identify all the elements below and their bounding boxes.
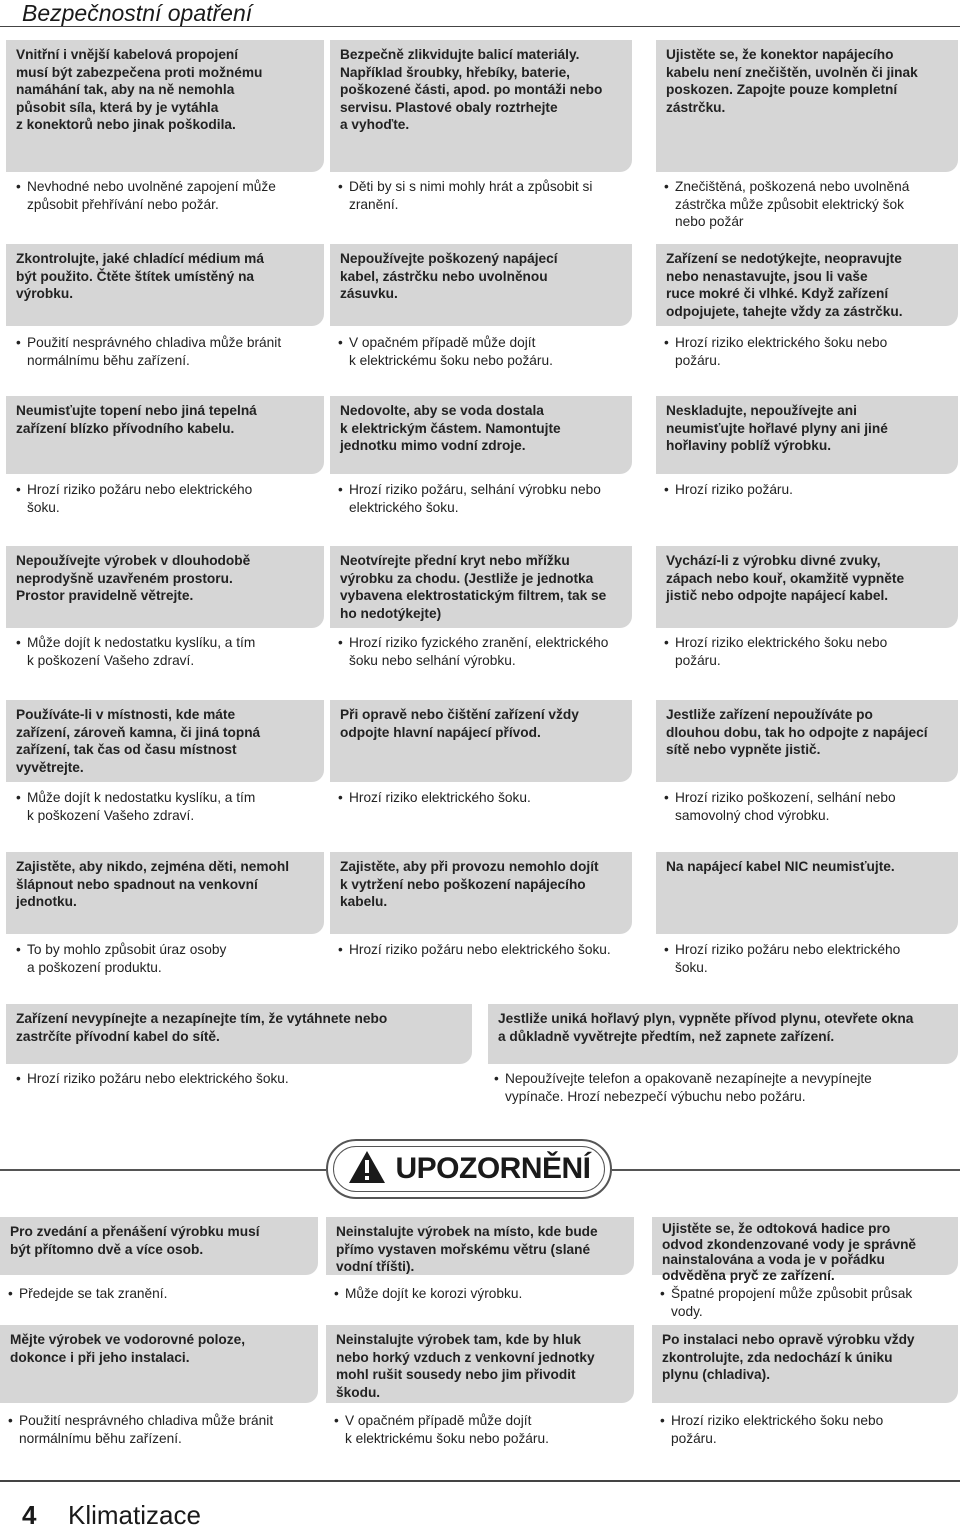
caution-box-1: Pro zvedání a přenášení výrobku musí být přítomno dvě a více osob.	[0, 1217, 318, 1275]
caution-bullet-6: • Hrozí riziko elektrického šoku nebo požáru.	[660, 1412, 956, 1447]
page-header	[0, 0, 960, 27]
warning-bullet-18: • Hrozí riziko požáru nebo elektrického šoku.	[664, 941, 956, 976]
warning-bullet-16: • To by mohlo způsobit úraz osoby a poškození produktu.	[16, 941, 324, 976]
warning-box-18: Na napájecí kabel NIC neumisťujte.	[656, 852, 958, 934]
caution-bullet-3: • Špatné propojení může způsobit průsak vody.	[660, 1285, 956, 1320]
warning-bullet-10: • Může dojít k nedostatku kyslíku, a tím k poškození Vašeho zdraví.	[16, 634, 324, 669]
warning-box-15: Jestliže zařízení nepoužíváte po dlouhou dobu, tak ho odpojte z napájecí sítě nebo vypněte jistič.	[656, 700, 958, 782]
caution-box-5: Neinstalujte výrobek tam, kde by hluk nebo horký vzduch z venkovní jednotky mohl rušit sousedy nebo jim přivodit škodu.	[326, 1325, 634, 1403]
footer-title: Klimatizace	[68, 1500, 201, 1530]
caution-bullet-4: • Použití nesprávného chladiva může bránit normálnímu běhu zařízení.	[8, 1412, 318, 1447]
caution-label-frame	[326, 1139, 612, 1199]
warning-bullet-20: • Nepoužívejte telefon a opakovaně nezapínejte a nevypínejte vypínače. Hrozí nebezpečí výbuchu nebo požáru.	[494, 1070, 956, 1105]
warning-box-5: Nepoužívejte poškozený napájecí kabel, zástrčku nebo uvolněnou zásuvku.	[330, 244, 632, 326]
caution-banner	[0, 1135, 960, 1205]
warning-box-14: Při opravě nebo čištění zařízení vždy odpojte hlavní napájecí přívod.	[330, 700, 632, 782]
caution-box-6: Po instalaci nebo opravě výrobku vždy zkontrolujte, zda nedochází k úniku plynu (chladiva).	[652, 1325, 958, 1403]
warning-box-6: Zařízení se nedotýkejte, neopravujte nebo nenastavujte, jsou li vaše ruce mokré či vlhké. Když zařízení odpojujete, tahejte vždy za zástrčku.	[656, 244, 958, 326]
warning-box-8: Nedovolte, aby se voda dostala k elektrickým částem. Namontujte jednotku mimo vodní zdroje.	[330, 396, 632, 474]
warning-bullet-3: • Znečištěná, poškozená nebo uvolněná zástrčka může způsobit elektrický šok nebo požár	[664, 178, 956, 231]
warning-bullet-13: • Může dojít k nedostatku kyslíku, a tím k poškození Vašeho zdraví.	[16, 789, 324, 824]
caution-label-inner	[333, 1146, 605, 1192]
warning-box-13: Používáte-li v místnosti, kde máte zařízení, zároveň kamna, či jiná topná zařízení, tak čas od času místnost vyvětrejte.	[6, 700, 324, 782]
caution-bullet-1: • Předejde se tak zranění.	[8, 1285, 318, 1303]
warning-box-20: Jestliže uniká hořlavý plyn, vypněte přívod plynu, otevřete okna a důkladně vyvětrejte předtím, než zapnete zařízení.	[488, 1004, 958, 1064]
caution-box-4: Mějte výrobek ve vodorovné poloze, dokonce i při jeho instalaci.	[0, 1325, 318, 1403]
caution-rule-right	[612, 1169, 960, 1171]
warning-bullet-15: • Hrozí riziko poškození, selhání nebo samovolný chod výrobku.	[664, 789, 956, 824]
page-title: Bezpečnostní opatření	[22, 0, 253, 26]
caution-box-2: Neinstalujte výrobek na místo, kde bude přímo vystaven mořskému větru (slané vodní tříšti).	[326, 1217, 634, 1275]
warning-box-12: Vychází-li z výrobku divné zvuky, zápach nebo kouř, okamžitě vypněte jistič nebo odpojte napájecí kabel.	[656, 546, 958, 628]
warning-box-11: Neotvírejte přední kryt nebo mřížku výrobku za chodu. (Jestliže je jednotka vybavena elektrostatickým filtrem, tak se ho nedotýkejte)	[330, 546, 632, 628]
caution-label: UPOZORNĚNÍ	[395, 1152, 591, 1185]
warning-box-19: Zařízení nevypínejte a nezapínejte tím, že vytáhnete nebo zastrčíte přívodní kabel do sítě.	[6, 1004, 472, 1064]
warning-box-4: Zkontrolujte, jaké chladící médium má být použito. Čtěte štítek umístěný na výrobku.	[6, 244, 324, 326]
warning-bullet-7: • Hrozí riziko požáru nebo elektrického šoku.	[16, 481, 324, 516]
page-number: 4	[22, 1500, 37, 1530]
caution-bullet-5: • V opačném případě může dojít k elektrickému šoku nebo požáru.	[334, 1412, 634, 1447]
warning-bullet-14: • Hrozí riziko elektrického šoku.	[338, 789, 638, 807]
warning-bullet-12: • Hrozí riziko elektrického šoku nebo požáru.	[664, 634, 956, 669]
warning-bullet-8: • Hrozí riziko požáru, selhání výrobku nebo elektrického šoku.	[338, 481, 638, 516]
warning-bullet-2: • Děti by si s nimi mohly hrát a způsobit si zranění.	[338, 178, 638, 213]
caution-rule-left	[0, 1169, 326, 1171]
warning-box-16: Zajistěte, aby nikdo, zejména děti, nemohl šlápnout nebo spadnout na venkovní jednotku.	[6, 852, 324, 934]
warning-bullet-9: • Hrozí riziko požáru.	[664, 481, 956, 499]
warning-box-1: Vnitřní i vnější kabelová propojení musí být zabezpečena proti možnému namáhání tak, aby na ně nemohla působit síla, která by je vytáhla z konektorů nebo jinak poškodila.	[6, 40, 324, 172]
caution-box-3: Ujistěte se, že odtoková hadice pro odvod zkondenzované vody je správně nainstalována a voda je v pořádku odvěděna pryč ze zařízení.	[652, 1217, 958, 1275]
warning-box-17: Zajistěte, aby při provozu nemohlo dojít k vytržení nebo poškození napájecího kabelu.	[330, 852, 632, 934]
warning-bullet-17: • Hrozí riziko požáru nebo elektrického šoku.	[338, 941, 638, 959]
warning-bullet-19: • Hrozí riziko požáru nebo elektrického šoku.	[16, 1070, 468, 1088]
warning-box-2: Bezpečně zlikvidujte balicí materiály. Například šroubky, hřebíky, baterie, poškozené části, apod. po montáži nebo servisu. Plastové obaly roztrhejte a vyhoďte.	[330, 40, 632, 172]
caution-bullet-2: • Může dojít ke korozi výrobku.	[334, 1285, 634, 1303]
footer-rule	[0, 1480, 960, 1482]
warning-bullet-6: • Hrozí riziko elektrického šoku nebo požáru.	[664, 334, 956, 369]
warning-box-7: Neumisťujte topení nebo jiná tepelná zařízení blízko přívodního kabelu.	[6, 396, 324, 474]
warning-triangle-icon	[347, 1149, 387, 1190]
warning-bullet-4: • Použití nesprávného chladiva může bránit normálnímu běhu zařízení.	[16, 334, 324, 369]
warning-bullet-1: • Nevhodné nebo uvolněné zapojení může způsobit přehřívání nebo požár.	[16, 178, 324, 213]
warning-box-3: Ujistěte se, že konektor napájecího kabelu není znečištěn, uvolněn či jinak poskozen. Zapojte pouze kompletní zástrčku.	[656, 40, 958, 172]
warning-bullet-11: • Hrozí riziko fyzického zranění, elektrického šoku nebo selhání výrobku.	[338, 634, 638, 669]
warning-box-10: Nepoužívejte výrobek v dlouhodobě neprodyšně uzavřeném prostoru. Prostor pravidelně větrejte.	[6, 546, 324, 628]
warning-bullet-5: • V opačném případě může dojít k elektrickému šoku nebo požáru.	[338, 334, 638, 369]
warning-box-9: Neskladujte, nepoužívejte ani neumisťujte hořlavé plyny ani jiné hořlaviny poblíž výrobku.	[656, 396, 958, 474]
